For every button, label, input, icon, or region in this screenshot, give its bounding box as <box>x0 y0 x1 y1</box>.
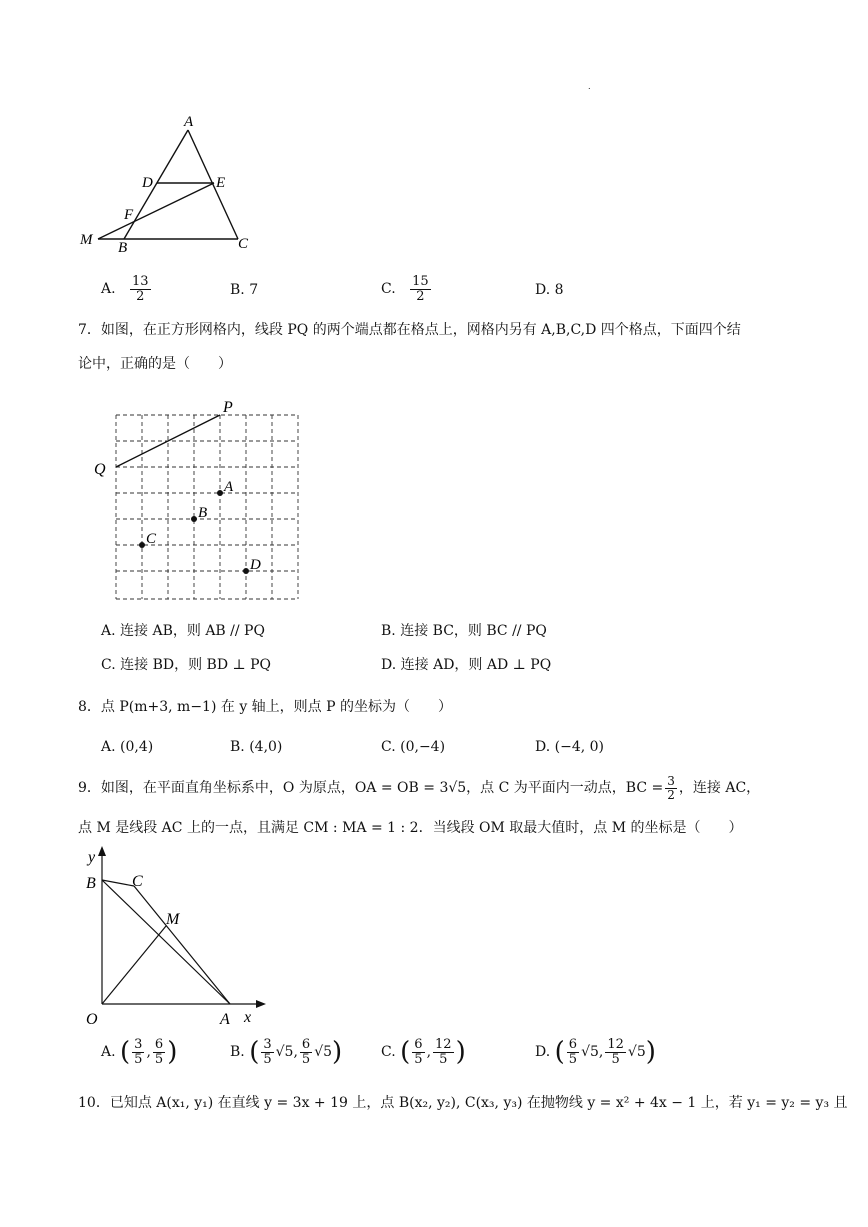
label-C: C <box>146 531 157 547</box>
q7-option-d[interactable]: D. 连接 AD，则 AD ⊥ PQ <box>381 657 552 673</box>
label-A: A <box>224 479 234 495</box>
q9-stem-line2: 点 M 是线段 AC 上的一点，且满足 CM : MA = 1 : 2．当线段 OM 取最大值时，点 M 的坐标是（ ） <box>78 820 743 836</box>
label-y: y <box>88 849 96 866</box>
label-O: O <box>86 1011 98 1028</box>
q9-option-c[interactable]: C. ( $\frac{6}{5}$ , $\frac{12}{5}$ ) <box>381 1037 466 1068</box>
label-P: P <box>223 399 233 416</box>
label-C: C <box>132 873 143 890</box>
q8-stem: 8．点 P(m+3, m−1) 在 y 轴上，则点 P 的坐标为（ ） <box>78 699 453 715</box>
q9-option-b[interactable]: B. ( $\frac{3}{5}$ √5, $\frac{6}{5}$ √5) <box>230 1037 343 1068</box>
page-dot: . <box>588 82 591 91</box>
label-C: C <box>238 236 249 252</box>
q9-stem-line1: 9．如图，在平面直角坐标系中，O 为原点，OA = OB = 3√5，点 C 为平面内一动点，BC = $\frac{3}{2}$ ，连接 AC， <box>78 774 761 802</box>
label-Q: Q <box>94 461 106 478</box>
point-B <box>191 516 197 522</box>
q7-stem-line2: 论中，正确的是（ ） <box>78 356 232 372</box>
q8-option-a[interactable]: A. (0,4) <box>101 739 154 755</box>
label-A: A <box>184 114 194 130</box>
q6-option-d[interactable]: D. 8 <box>535 282 564 298</box>
y-axis-arrow <box>98 846 106 856</box>
point-C <box>139 542 145 548</box>
label-D: D <box>142 175 153 191</box>
q7-option-a[interactable]: A. 连接 AB，则 AB // PQ <box>101 623 265 639</box>
q6-option-b[interactable]: B. 7 <box>230 282 259 298</box>
q7-option-b[interactable]: B. 连接 BC，则 BC // PQ <box>381 623 547 639</box>
q7-option-c[interactable]: C. 连接 BD，则 BD ⊥ PQ <box>101 657 272 673</box>
q6-option-c[interactable]: C. $\frac{15}{2}$ <box>381 274 429 304</box>
label-B: B <box>198 505 208 521</box>
label-M: M <box>80 232 93 248</box>
q7-stem-line1: 7．如图，在正方形网格内，线段 PQ 的两个端点都在格点上，网格内另有 A,B,C,D 四个格点，下面四个结 <box>78 322 741 338</box>
label-B: B <box>118 240 128 256</box>
q9-option-a[interactable]: A. ( $\frac{3}{5}$ , $\frac{6}{5}$ ) <box>101 1037 178 1068</box>
q8-option-b[interactable]: B. (4,0) <box>230 739 283 755</box>
label-M: M <box>166 911 180 928</box>
label-D: D <box>250 557 261 573</box>
point-A <box>217 490 223 496</box>
label-x: x <box>244 1009 252 1026</box>
x-axis-arrow <box>256 1000 266 1008</box>
label-F: F <box>124 207 134 223</box>
triangle-figure <box>76 108 266 258</box>
point-D <box>243 568 249 574</box>
q8-option-d[interactable]: D. (−4, 0) <box>535 739 605 755</box>
grid-figure <box>90 398 310 608</box>
q10-stem: 10．已知点 A(x₁, y₁) 在直线 y = 3x + 19 上，点 B(x₂, y₂), C(x₃, y₃) 在抛物线 y = x² + 4x − 1 上，若 y₁ = y₂ = y₃ 且 <box>78 1095 848 1111</box>
q8-option-c[interactable]: C. (0,−4) <box>381 739 446 755</box>
label-B: B <box>86 875 96 892</box>
coordinate-figure <box>80 844 270 1034</box>
q6-option-a[interactable]: A. $\frac{13}{2}$ <box>101 274 149 304</box>
label-E: E <box>216 175 226 191</box>
label-A: A <box>220 1011 230 1028</box>
q9-option-d[interactable]: D. ( $\frac{6}{5}$ √5, $\frac{12}{5}$ √5) <box>535 1037 656 1068</box>
